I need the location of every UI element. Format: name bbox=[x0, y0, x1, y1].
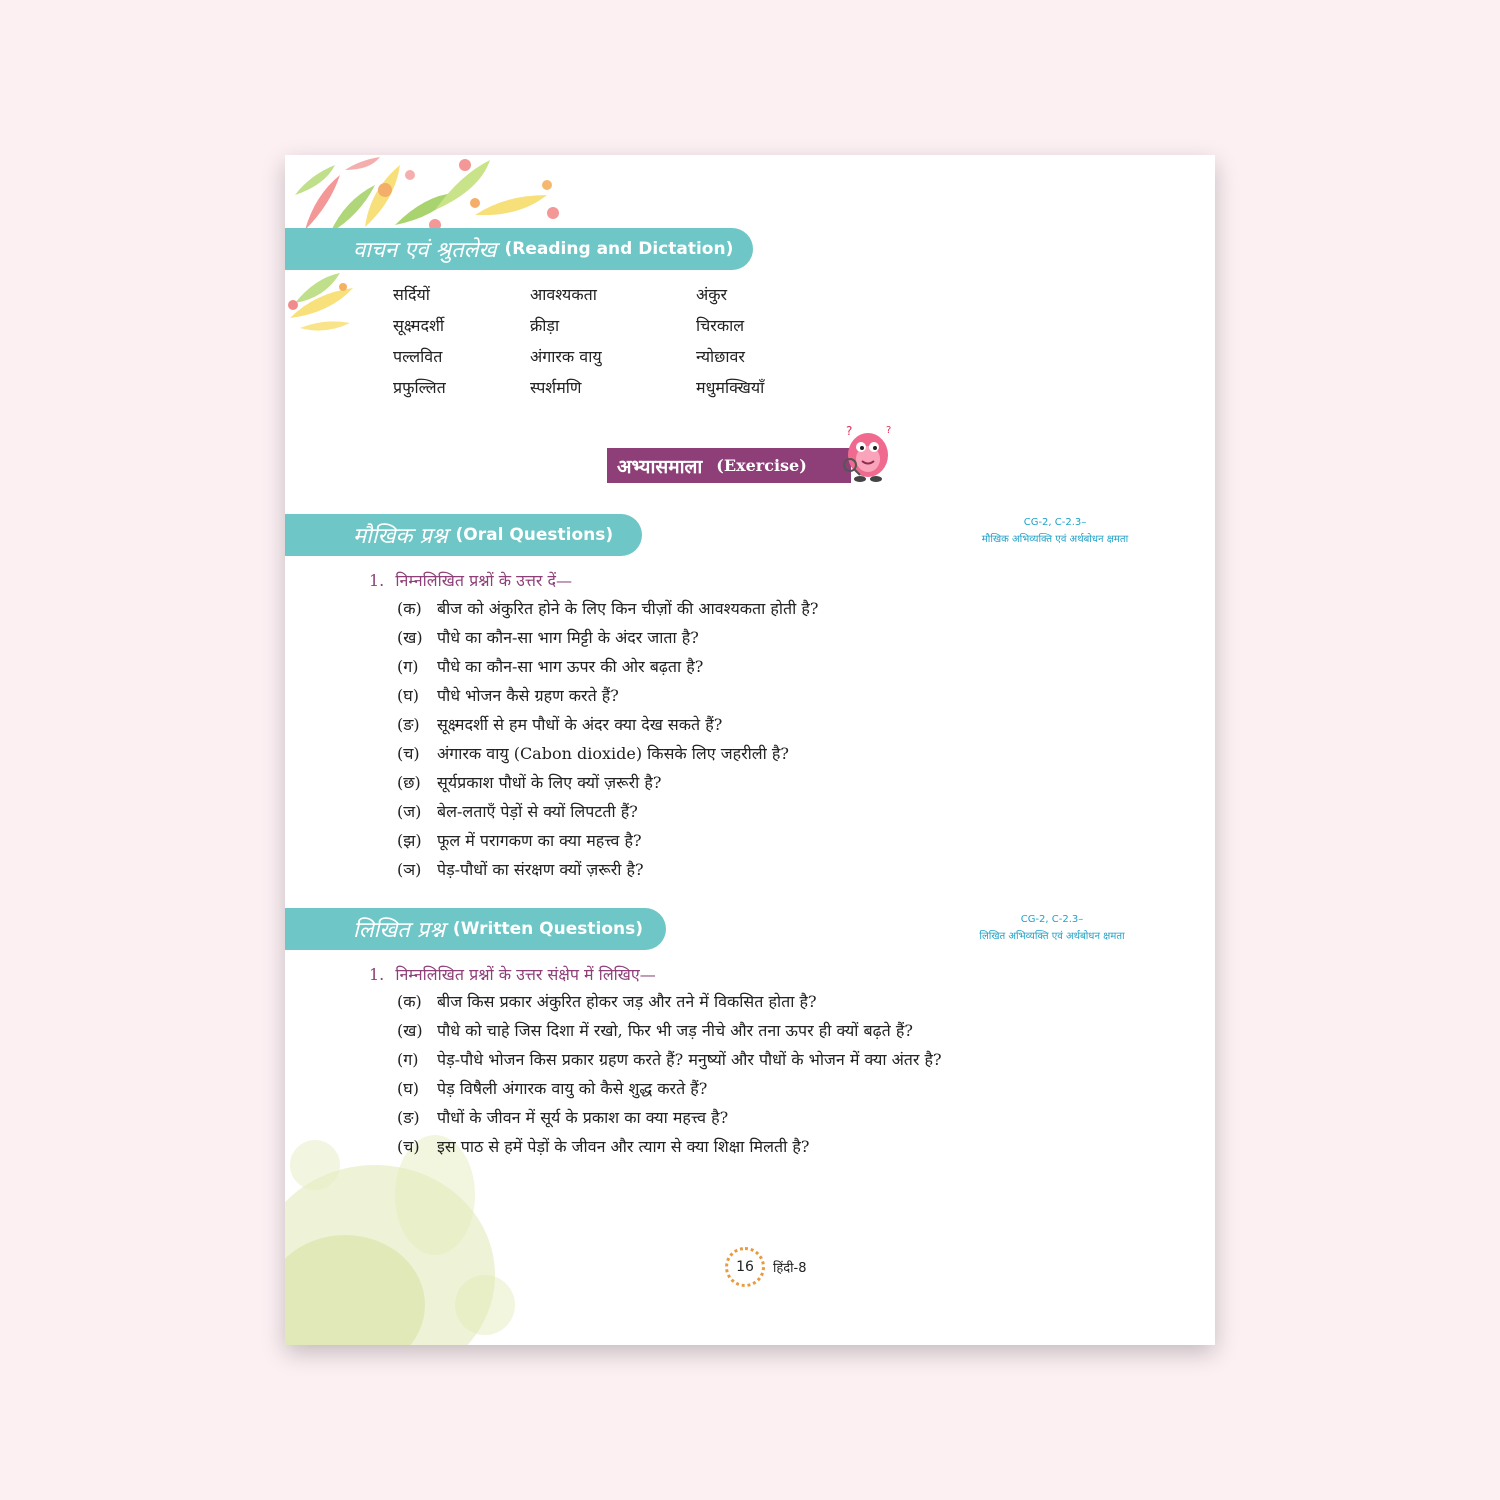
dictation-word: न्योछावर bbox=[696, 347, 745, 366]
item-marker: (ख) bbox=[397, 1021, 423, 1040]
item-text: पेड़-पौधे भोजन किस प्रकार ग्रहण करते हैं? मनुष्यों और पौधों के भोजन में क्या अंतर है? bbox=[437, 1050, 942, 1069]
item-text: बीज किस प्रकार अंकुरित होकर जड़ और तने में विकसित होता है? bbox=[437, 992, 817, 1011]
written-competency-note bbox=[962, 914, 1142, 942]
item-marker: (क) bbox=[397, 599, 422, 618]
floral-decoration-top bbox=[285, 155, 575, 235]
page-footer bbox=[725, 1247, 807, 1287]
item-text: पौधे का कौन-सा भाग ऊपर की ओर बढ़ता है? bbox=[437, 657, 704, 676]
list-item bbox=[397, 829, 642, 851]
written-question-heading bbox=[369, 963, 656, 985]
item-text: पौधे का कौन-सा भाग मिट्टी के अंदर जाता है? bbox=[437, 628, 699, 647]
list-item bbox=[397, 800, 638, 822]
item-text: पौधे को चाहे जिस दिशा में रखो, फिर भी जड़ नीचे और तना ऊपर ही क्यों बढ़ते हैं? bbox=[437, 1021, 913, 1040]
item-text: पेड़-पौधों का संरक्षण क्यों ज़रूरी है? bbox=[437, 860, 644, 879]
oral-question-instruction: निम्नलिखित प्रश्नों के उत्तर दें— bbox=[395, 571, 573, 590]
written-competency-code: CG-2, C-2.3– bbox=[1020, 914, 1084, 925]
item-text: पौधों के जीवन में सूर्य के प्रकाश का क्या महत्त्व है? bbox=[437, 1108, 729, 1127]
written-title-hindi: लिखित प्रश्न bbox=[353, 918, 445, 943]
oral-competency-note bbox=[965, 517, 1145, 545]
dictation-word: अंकुर bbox=[696, 285, 728, 304]
list-item bbox=[397, 1077, 707, 1099]
oral-question-heading bbox=[369, 569, 572, 591]
list-item bbox=[397, 858, 644, 880]
item-marker: (ङ) bbox=[397, 1108, 420, 1127]
item-text: पौधे भोजन कैसे ग्रहण करते हैं? bbox=[437, 686, 619, 705]
written-question-number: 1. bbox=[369, 965, 385, 984]
dictation-word: क्रीड़ा bbox=[530, 316, 560, 335]
item-marker: (ख) bbox=[397, 628, 423, 647]
item-marker: (ज) bbox=[397, 802, 422, 821]
exercise-label bbox=[607, 448, 851, 483]
list-item bbox=[397, 626, 699, 648]
book-title: हिंदी-8 bbox=[773, 1261, 807, 1276]
item-marker: (घ) bbox=[397, 686, 419, 705]
oral-title-hindi: मौखिक प्रश्न bbox=[353, 524, 448, 549]
dictation-word: पल्लवित bbox=[393, 347, 443, 366]
page-number: 16 bbox=[725, 1247, 765, 1287]
item-marker: (क) bbox=[397, 992, 422, 1011]
list-item bbox=[397, 1019, 913, 1041]
item-marker: (च) bbox=[397, 744, 420, 763]
list-item bbox=[397, 1048, 942, 1070]
item-marker: (छ) bbox=[397, 773, 421, 792]
oral-question-number: 1. bbox=[369, 571, 385, 590]
svg-text:?: ? bbox=[886, 425, 892, 436]
written-competency-desc: लिखित अभिव्यक्ति एवं अर्थबोधन क्षमता bbox=[979, 931, 1125, 942]
svg-text:?: ? bbox=[846, 424, 853, 438]
textbook-page bbox=[285, 155, 1215, 1345]
dictation-word: मधुमक्खियाँ bbox=[696, 378, 765, 397]
item-marker: (ञ) bbox=[397, 860, 422, 879]
item-text: पेड़ विषैली अंगारक वायु को कैसे शुद्ध करते हैं? bbox=[437, 1079, 708, 1098]
written-question-instruction: निम्नलिखित प्रश्नों के उत्तर संक्षेप में लिखिए— bbox=[395, 965, 656, 984]
list-item bbox=[397, 684, 619, 706]
item-marker: (झ) bbox=[397, 831, 422, 850]
floral-decoration-left bbox=[285, 273, 360, 338]
oral-questions-banner bbox=[285, 514, 642, 556]
list-item bbox=[397, 771, 661, 793]
reading-title-english: (Reading and Dictation) bbox=[504, 239, 734, 259]
exercise-title-hindi: अभ्यासमाला bbox=[617, 455, 703, 478]
list-item bbox=[397, 1135, 809, 1157]
written-questions-banner bbox=[285, 908, 666, 950]
reading-title-hindi: वाचन एवं श्रुतलेख bbox=[353, 238, 497, 263]
dictation-word: प्रफुल्लित bbox=[393, 378, 446, 397]
oral-competency-desc: मौखिक अभिव्यक्ति एवं अर्थबोधन क्षमता bbox=[981, 534, 1129, 545]
item-text: सूर्यप्रकाश पौधों के लिए क्यों ज़रूरी है? bbox=[437, 773, 662, 792]
dictation-word: स्पर्शमणि bbox=[530, 378, 582, 397]
item-marker: (घ) bbox=[397, 1079, 419, 1098]
oral-title-english: (Oral Questions) bbox=[455, 525, 614, 545]
dictation-word: चिरकाल bbox=[696, 316, 745, 335]
item-text: सूक्ष्मदर्शी से हम पौधों के अंदर क्या देख सकते हैं? bbox=[437, 715, 723, 734]
list-item bbox=[397, 742, 789, 764]
written-title-english: (Written Questions) bbox=[452, 919, 643, 939]
item-text: फूल में परागकण का क्या महत्त्व है? bbox=[437, 831, 642, 850]
list-item bbox=[397, 1106, 728, 1128]
item-marker: (ङ) bbox=[397, 715, 420, 734]
list-item bbox=[397, 713, 722, 735]
dictation-word: आवश्यकता bbox=[530, 285, 597, 304]
oral-competency-code: CG-2, C-2.3– bbox=[1023, 517, 1087, 528]
list-item bbox=[397, 597, 818, 619]
item-marker: (ग) bbox=[397, 1050, 419, 1069]
item-text: बेल-लताएँ पेड़ों से क्यों लिपटती हैं? bbox=[437, 802, 638, 821]
mascot-icon bbox=[838, 423, 898, 485]
list-item bbox=[397, 990, 817, 1012]
dictation-word: अंगारक वायु bbox=[530, 347, 602, 366]
item-marker: (ग) bbox=[397, 657, 419, 676]
reading-dictation-banner bbox=[285, 228, 753, 270]
dictation-word: सूक्ष्मदर्शी bbox=[393, 316, 445, 335]
list-item bbox=[397, 655, 703, 677]
exercise-title-english: (Exercise) bbox=[716, 456, 807, 475]
item-text: बीज को अंकुरित होने के लिए किन चीज़ों की आवश्यकता होती है? bbox=[437, 599, 819, 618]
dictation-word: सर्दियों bbox=[393, 285, 430, 304]
item-marker: (च) bbox=[397, 1137, 420, 1156]
item-text: अंगारक वायु (Cabon dioxide) किसके लिए जहरीली है? bbox=[437, 744, 789, 763]
item-text: इस पाठ से हमें पेड़ों के जीवन और त्याग से क्या शिक्षा मिलती है? bbox=[437, 1137, 810, 1156]
